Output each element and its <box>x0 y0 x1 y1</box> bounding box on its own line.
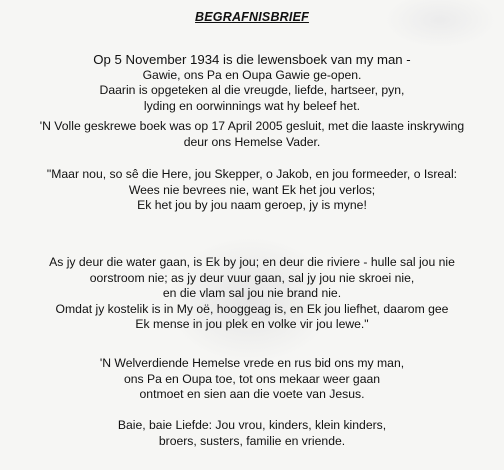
text-line: oorstroom nie; as jy deur vuur gaan, sal jy jou nie skroei nie, <box>89 270 415 285</box>
page-title: BEGRAFNISBRIEF <box>195 10 309 24</box>
text-line: Ek mense in jou plek en volke vir jou lewe." <box>135 317 369 331</box>
text-line: Omdat jy kostelik is in My oë, hooggeag is, en Ek jou liefhet, daarom gee <box>55 301 449 316</box>
text-line: Wees nie bevrees nie, want Ek het jou verlos; <box>128 182 376 197</box>
text-line: 'N Volle geskrewe boek was op 17 April 2005 gesluit, met die laaste inskrywing <box>39 119 465 133</box>
text-line: Gawie, ons Pa en Oupa Gawie ge-open. <box>142 67 362 82</box>
text-line: Daarin is opgeteken al die vreugde, liefde, hartseer, pyn, <box>99 83 405 97</box>
paragraph-scripture-2 <box>0 255 504 333</box>
paragraph-death <box>0 119 504 150</box>
text-line: deur ons Hemelse Vader. <box>183 134 321 149</box>
text-line: en die vlam sal jou nie brand nie. <box>162 286 342 300</box>
paragraph-birth <box>0 52 504 114</box>
text-line: Ek het jou by jou naam geroep, jy is myne! <box>137 198 367 212</box>
paragraph-signoff <box>0 418 504 449</box>
paragraph-blessing <box>0 356 504 403</box>
text-line: "Maar nou, so sê die Here, jou Skepper, o Jakob, en jou formeeder, o Isreal: <box>46 167 458 181</box>
text-line: 'N Welverdiende Hemelse vrede en rus bid ons my man, <box>99 356 405 370</box>
text-line: Op 5 November 1934 is die lewensboek van my man - <box>93 52 411 67</box>
text-line: As jy deur die water gaan, is Ek by jou; en deur die riviere - hulle sal jou nie <box>49 255 455 269</box>
text-line: lyding en oorwinnings wat hy beleef het. <box>143 98 361 113</box>
text-line: broers, susters, familie en vriende. <box>158 433 346 448</box>
text-line: Baie, baie Liefde: Jou vrou, kinders, klein kinders, <box>117 418 387 432</box>
paragraph-scripture-1 <box>0 167 504 214</box>
text-line: ons Pa en Oupa toe, tot ons mekaar weer gaan <box>123 371 381 386</box>
text-line: ontmoet en sien aan die voete van Jesus. <box>139 387 365 401</box>
